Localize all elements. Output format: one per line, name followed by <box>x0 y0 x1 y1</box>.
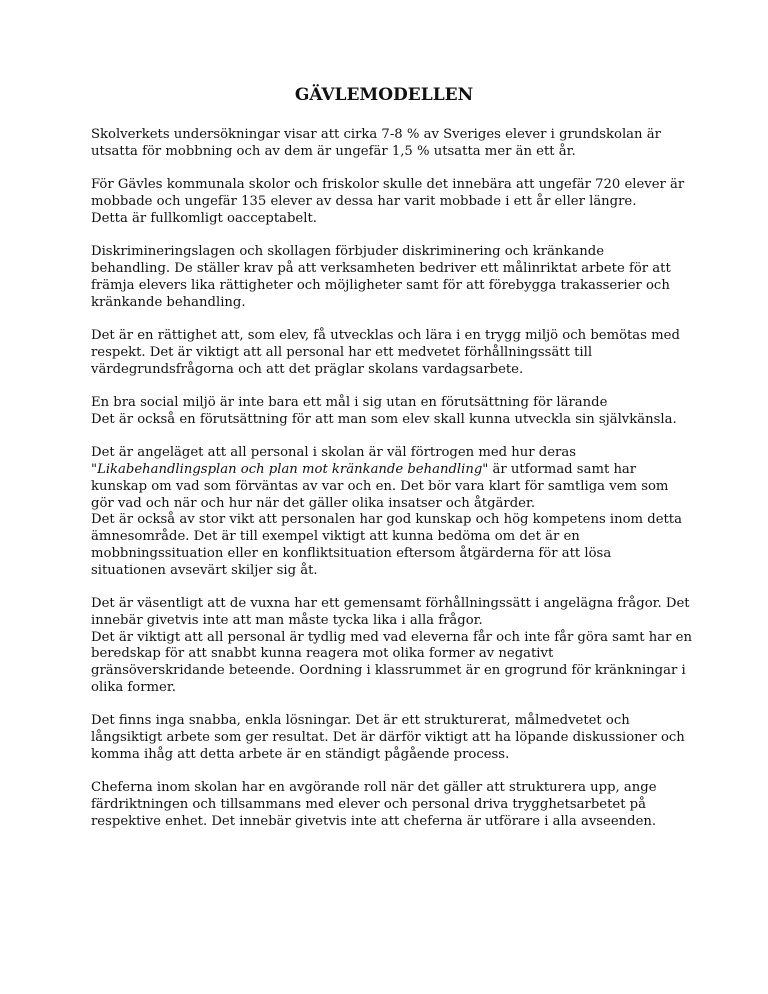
text-line: gränsöverskridande beteende. Oordning i klassrummet är en grogrund för kränkningar i <box>91 663 686 679</box>
text-line: gör vad och när och hur när det gäller olika insatser och åtgärder. <box>91 495 536 511</box>
text-line: kunskap om vad som förväntas av var och en. Det bör vara klart för samtliga vem som <box>91 478 669 494</box>
paragraph-9 <box>91 780 681 830</box>
paragraph-8 <box>91 713 685 763</box>
text-line: Det är en rättighet att, som elev, få utvecklas och lära i en trygg miljö och bemötas med <box>91 327 680 343</box>
text-line: värdegrundsfrågorna och att det präglar skolans vardagsarbete. <box>91 361 524 377</box>
text-line: behandling. De ställer krav på att verksamheten bedriver ett målinriktat arbete för att <box>91 260 671 276</box>
text-line: För Gävles kommunala skolor och friskolor skulle det innebära att ungefär 720 elever är <box>91 177 685 193</box>
plan-title-italic: "Likabehandlingsplan och plan mot kränkande behandling" <box>91 461 489 477</box>
text-line: Det är angeläget att all personal i skolan är väl förtrogen med hur deras <box>91 445 576 461</box>
text-line: utsatta för mobbning och av dem är ungefär 1,5 % utsatta mer än ett år. <box>91 143 576 159</box>
text-line: Det är också en förutsättning för att man som elev skall kunna utveckla sin självkänsla. <box>91 411 677 427</box>
paragraph-1 <box>91 127 681 161</box>
document-body <box>91 127 692 847</box>
text-line: En bra social miljö är inte bara ett mål i sig utan en förutsättning för lärande <box>91 394 608 410</box>
text-line: mobbningssituation eller en konfliktsituation eftersom åtgärderna för att lösa <box>91 545 612 561</box>
paragraph-3 <box>91 244 681 311</box>
text-line: beredskap för att snabbt kunna reagera mot olika former av negativt <box>91 646 554 662</box>
text-line: främja elevers lika rättigheter och möjligheter samt för att förebygga trakasserier och <box>91 277 670 293</box>
text-line: långsiktigt arbete som ger resultat. Det är därför viktigt att ha löpande diskussioner och <box>91 730 685 746</box>
text-line: respekt. Det är viktigt att all personal har ett medvetet förhållningssätt till <box>91 344 593 360</box>
text-line: Cheferna inom skolan har en avgörande roll när det gäller att strukturera upp, ange <box>91 780 657 796</box>
text-line-mixed <box>91 462 681 479</box>
paragraph-4 <box>91 328 681 378</box>
paragraph-5 <box>91 395 681 429</box>
text-line: olika former. <box>91 680 176 696</box>
text-line: komma ihåg att detta arbete är en ständigt pågående process. <box>91 747 510 763</box>
text-line: respektive enhet. Det innebär givetvis inte att cheferna är utförare i alla avseenden. <box>91 814 657 830</box>
text-line: Skolverkets undersökningar visar att cirka 7-8 % av Sveriges elever i grundskolan är <box>91 127 661 142</box>
text-line: mobbade och ungefär 135 elever av dessa har varit mobbade i ett år eller längre. <box>91 193 637 209</box>
text-line: ämnesområde. Det är till exempel viktigt att kunna bedöma om det är en <box>91 529 580 545</box>
text-line: färdriktningen och tillsammans med elever och personal driva trygghetsarbetet på <box>91 797 646 813</box>
text-line: Det finns inga snabba, enkla lösningar. Det är ett strukturerat, målmedvetet och <box>91 713 630 729</box>
text-line: Det är väsentligt att de vuxna har ett gemensamt förhållningssätt i angelägna frågor. Det <box>91 596 690 612</box>
text-line: kränkande behandling. <box>91 294 246 310</box>
text-line: Detta är fullkomligt oacceptabelt. <box>91 210 317 226</box>
paragraph-7 <box>91 596 692 697</box>
text-fragment: är utformad samt har <box>488 461 637 477</box>
paragraph-2 <box>91 177 685 227</box>
text-line: Det är viktigt att all personal är tydlig med vad eleverna får och inte får göra samt har en <box>91 629 692 645</box>
text-line: Det är också av stor vikt att personalen har god kunskap och hög kompetens inom detta <box>91 512 682 528</box>
text-line: situationen avsevärt skiljer sig åt. <box>91 562 318 578</box>
text-line: innebär givetvis inte att man måste tycka lika i alla frågor. <box>91 612 483 628</box>
text-line: Diskrimineringslagen och skollagen förbjuder diskriminering och kränkande <box>91 244 605 260</box>
document-title: GÄVLEMODELLEN <box>294 85 474 105</box>
paragraph-6 <box>91 445 681 579</box>
